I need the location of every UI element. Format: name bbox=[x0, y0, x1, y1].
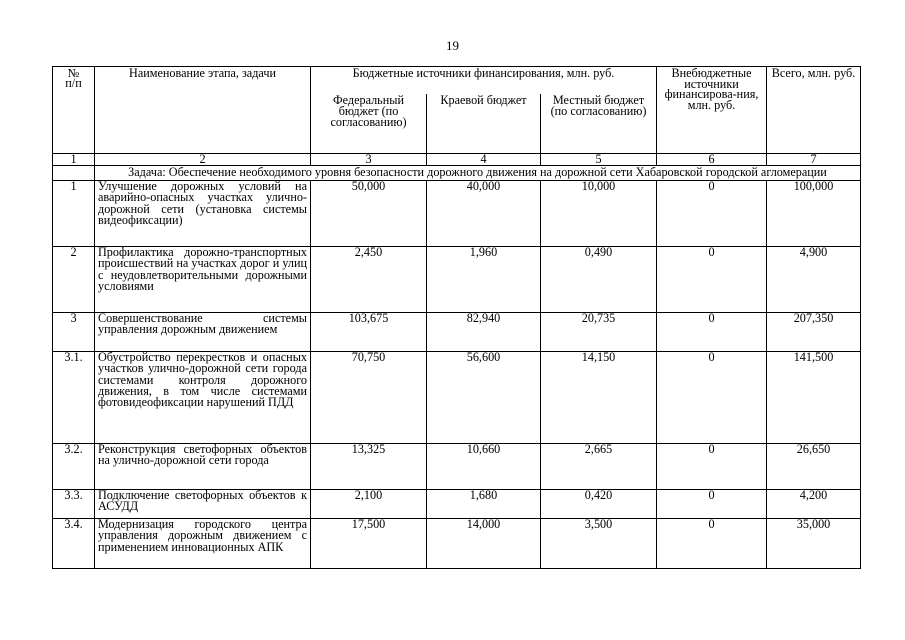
row-extra: 0 bbox=[657, 312, 767, 351]
row-total: 35,000 bbox=[767, 518, 861, 568]
row-name: Совершенствование системы управления дорожным движением bbox=[95, 312, 311, 351]
col-number: 2 bbox=[95, 154, 311, 166]
row-regional: 1,680 bbox=[427, 489, 541, 518]
row-total: 26,650 bbox=[767, 443, 861, 489]
row-extra: 0 bbox=[657, 246, 767, 312]
row-extra: 0 bbox=[657, 180, 767, 246]
row-num: 3.2. bbox=[53, 443, 95, 489]
column-numbers-row bbox=[53, 154, 861, 166]
row-local: 0,420 bbox=[541, 489, 657, 518]
col-number: 3 bbox=[311, 154, 427, 166]
row-local: 2,665 bbox=[541, 443, 657, 489]
row-extra: 0 bbox=[657, 489, 767, 518]
table-row bbox=[53, 180, 861, 246]
row-local: 0,490 bbox=[541, 246, 657, 312]
row-name: Модернизация городского центра управления дорожным движением с применением инновационных АПК bbox=[95, 518, 311, 568]
table-row bbox=[53, 443, 861, 489]
col-number: 4 bbox=[427, 154, 541, 166]
row-local: 14,150 bbox=[541, 351, 657, 443]
row-total: 141,500 bbox=[767, 351, 861, 443]
header-local: Местный бюджет (по согласованию) bbox=[541, 94, 657, 154]
row-name: Подключение светофорных объектов к АСУДД bbox=[95, 489, 311, 518]
row-num: 3.1. bbox=[53, 351, 95, 443]
row-name: Реконструкция светофорных объектов на улично-дорожной сети города bbox=[95, 443, 311, 489]
row-local: 20,735 bbox=[541, 312, 657, 351]
row-num: 3.4. bbox=[53, 518, 95, 568]
row-name: Профилактика дорожно-транспортных происшествий на участках дорог и улиц с неудовлетворительными дорожными условиями bbox=[95, 246, 311, 312]
row-extra: 0 bbox=[657, 351, 767, 443]
row-federal: 2,100 bbox=[311, 489, 427, 518]
row-local: 10,000 bbox=[541, 180, 657, 246]
col-number: 5 bbox=[541, 154, 657, 166]
table-row bbox=[53, 246, 861, 312]
row-federal: 70,750 bbox=[311, 351, 427, 443]
row-federal: 17,500 bbox=[311, 518, 427, 568]
header-total: Всего, млн. руб. bbox=[767, 67, 861, 154]
row-extra: 0 bbox=[657, 443, 767, 489]
page-number: 19 bbox=[446, 38, 459, 53]
header-budget: Бюджетные источники финансирования, млн. руб. bbox=[311, 67, 657, 94]
row-num: 2 bbox=[53, 246, 95, 312]
header-regional: Краевой бюджет bbox=[427, 94, 541, 154]
table-row bbox=[53, 489, 861, 518]
row-name: Улучшение дорожных условий на аварийно-опасных участках улично-дорожной сети (установка системы видеофиксации) bbox=[95, 180, 311, 246]
col-number: 7 bbox=[767, 154, 861, 166]
row-regional: 10,660 bbox=[427, 443, 541, 489]
financing-table bbox=[52, 66, 861, 569]
row-regional: 1,960 bbox=[427, 246, 541, 312]
row-total: 100,000 bbox=[767, 180, 861, 246]
table-row bbox=[53, 312, 861, 351]
row-federal: 50,000 bbox=[311, 180, 427, 246]
row-name: Обустройство перекрестков и опасных участков улично-дорожной сети города системами контроля дорожного движения, в том числе системами фотовидеофиксации нарушений ПДД bbox=[95, 351, 311, 443]
task-title: Задача: Обеспечение необходимого уровня безопасности дорожного движения на дорожной сети Хабаровской городской агломерации bbox=[95, 166, 861, 180]
header-num: № п/п bbox=[53, 67, 95, 154]
row-num: 3.3. bbox=[53, 489, 95, 518]
table-row bbox=[53, 351, 861, 443]
row-total: 4,900 bbox=[767, 246, 861, 312]
row-regional: 40,000 bbox=[427, 180, 541, 246]
row-federal: 103,675 bbox=[311, 312, 427, 351]
row-federal: 13,325 bbox=[311, 443, 427, 489]
row-extra: 0 bbox=[657, 518, 767, 568]
row-total: 207,350 bbox=[767, 312, 861, 351]
table-row bbox=[53, 518, 861, 568]
col-number: 6 bbox=[657, 154, 767, 166]
row-num: 1 bbox=[53, 180, 95, 246]
row-total: 4,200 bbox=[767, 489, 861, 518]
row-regional: 14,000 bbox=[427, 518, 541, 568]
row-num: 3 bbox=[53, 312, 95, 351]
header-federal: Федеральный бюджет (по согласованию) bbox=[311, 94, 427, 154]
header-name: Наименование этапа, задачи bbox=[95, 67, 311, 154]
row-regional: 56,600 bbox=[427, 351, 541, 443]
header-extra: Внебюджетные источники финансирова-ния, млн. руб. bbox=[657, 67, 767, 154]
row-federal: 2,450 bbox=[311, 246, 427, 312]
row-local: 3,500 bbox=[541, 518, 657, 568]
col-number: 1 bbox=[53, 154, 95, 166]
row-regional: 82,940 bbox=[427, 312, 541, 351]
